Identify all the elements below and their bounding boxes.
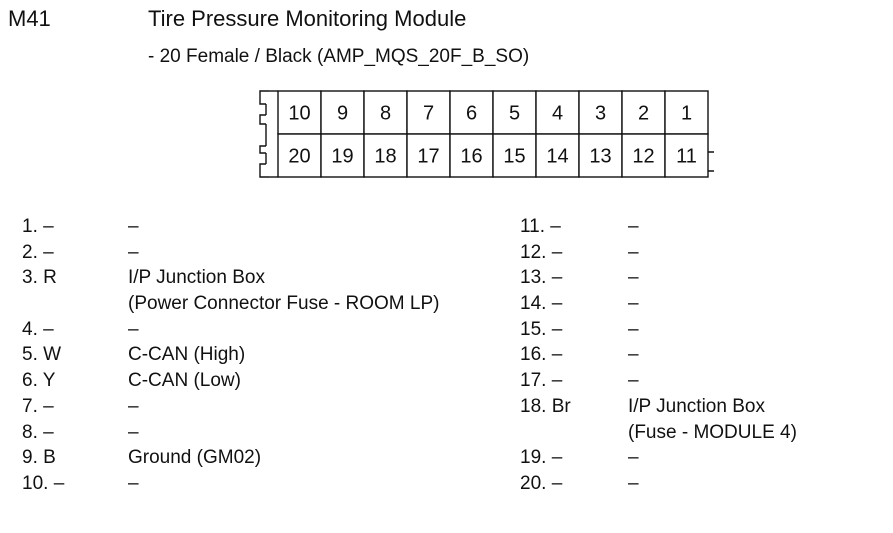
connector-code: M41 [8,6,51,31]
pin-cell-number: 3 [594,102,607,125]
pin-number-wire-color: 2. – [22,241,54,263]
pin-cell-number: 4 [551,102,564,125]
pin-number-wire-color: 1. – [22,216,54,237]
pin-description: C-CAN (Low) [128,370,241,392]
pin-cell-number: 10 [288,102,311,125]
pin-cell-number: 8 [379,102,392,125]
pin-number-wire-color: 13. – [520,267,563,289]
pin-cell-number: 6 [465,102,478,125]
connector-spec: - 20 Female / Black (AMP_MQS_20F_B_SO) [148,46,530,67]
pin-description: – [628,370,639,392]
pin-cell-number: 1 [680,102,693,125]
pin-description: – [628,318,639,340]
pin-number-wire-color: 4. – [22,318,54,340]
pin-description: – [628,472,639,494]
pin-cell-number: 15 [503,145,526,168]
pin-description: – [128,472,139,494]
pin-cell-number: 5 [508,102,521,125]
pin-description: – [128,395,139,417]
pin-number-wire-color: 12. – [520,241,563,263]
pin-number-wire-color: 19. – [520,447,563,469]
pin-number-wire-color: 16. – [520,344,563,366]
pin-number-wire-color: 6. Y [22,370,56,392]
pin-cell-number: 19 [331,145,354,168]
pin-description: – [628,344,639,366]
pin-number-wire-color: 14. – [520,293,563,315]
pin-description: – [628,293,639,315]
pin-cell-number: 16 [460,145,483,168]
pin-number-wire-color: 18. Br [520,395,571,417]
pin-number-wire-color: 3. R [22,267,57,289]
module-title: Tire Pressure Monitoring Module [148,6,467,31]
pin-number-wire-color: 17. – [520,370,563,392]
pin-number-wire-color: 10. – [22,472,65,494]
pin-number-wire-color: 11. – [520,216,561,237]
connector-face-diagram [259,90,714,178]
pin-description: – [128,216,139,237]
pin-description: – [628,447,639,469]
pin-description: – [128,421,139,443]
pin-number-wire-color: 9. B [22,447,56,469]
pin-description: – [628,267,639,289]
pin-description: Ground (GM02) [128,447,262,469]
pin-cell-number: 2 [637,102,650,125]
left-latch-outline [260,91,269,177]
pin-number-wire-color: 5. W [22,344,62,366]
pin-description: – [628,216,639,237]
pin-description: (Fuse - MODULE 4) [628,421,797,443]
pin-number-wire-color: 8. – [22,421,54,443]
pin-description: – [628,241,639,263]
pin-number-wire-color: 15. – [520,318,563,340]
pin-number-wire-color: 20. – [520,472,563,494]
connector-face-svg [259,90,714,178]
pin-cell-number: 14 [546,145,569,168]
pin-cell-number: 7 [422,102,435,125]
pin-cell-number: 17 [417,145,440,168]
pin-cell-number: 20 [288,145,311,168]
pin-cell-number: 11 [676,145,697,168]
pin-description: I/P Junction Box [128,267,265,289]
pin-cell-number: 18 [374,145,397,168]
pin-number-wire-color: 7. – [22,395,54,417]
pin-description: C-CAN (High) [128,344,246,366]
pin-description: I/P Junction Box [628,395,765,417]
pin-cell-number: 12 [632,145,655,168]
pin-description: (Power Connector Fuse - ROOM LP) [128,293,440,315]
pin-cell-number: 9 [336,102,349,125]
pin-description: – [128,241,139,263]
pin-cell-number: 13 [589,145,612,168]
pin-description: – [128,318,139,340]
